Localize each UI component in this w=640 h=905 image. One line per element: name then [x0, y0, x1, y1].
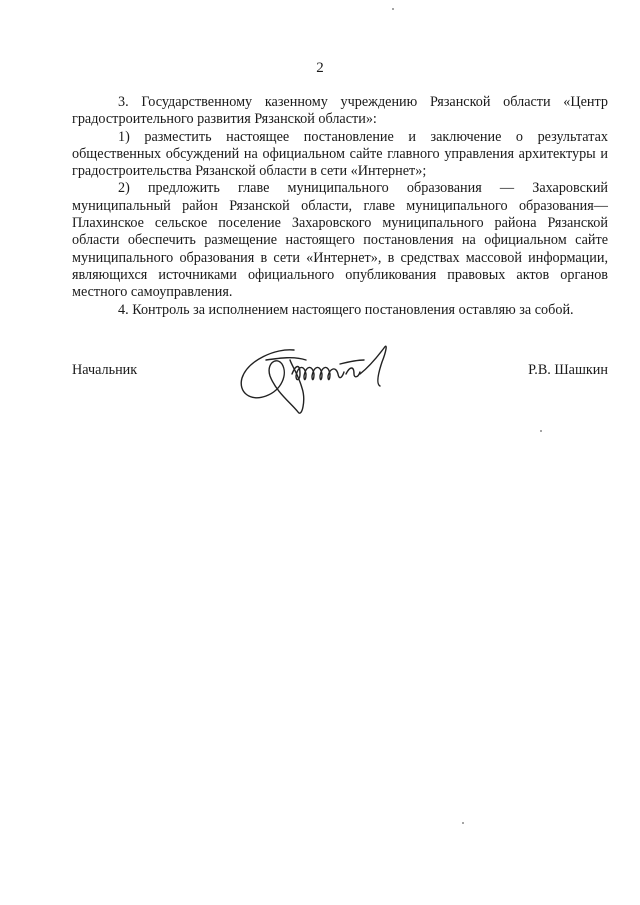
scan-speck [392, 8, 394, 10]
signatory-title: Начальник [72, 362, 138, 378]
paragraph-item-4: 4. Контроль за исполнением настоящего постановления оставляю за собой. [118, 301, 574, 318]
paragraph-subitem-2: 2) предложить главе муниципального образования — Захаровский муниципальный район Рязанской области, главе муниципального образования— Плахинское сельское поселение Захаровского муниципального района Рязанской области обеспечить размещение настоящего постановления на официальном сайте муниципального образования в сети «Интернет», в средствах массовой информации, являющихся источниками официального опубликования правовых актов органов местного самоуправления. [72, 180, 608, 301]
paragraph-item-3: 3. Государственному казенному учреждению Рязанской области «Центр градостроительного развития Рязанской области»: [72, 94, 608, 128]
scan-speck [540, 430, 542, 432]
scan-speck [462, 822, 464, 824]
page-number: 2 [316, 60, 324, 76]
handwritten-signature [236, 330, 436, 420]
signatory-name: Р.В. Шашкин [528, 362, 608, 378]
document-body [72, 94, 608, 319]
paragraph-subitem-1: 1) разместить настоящее постановление и заключение о результатах общественных обсуждений на официальном сайте главного управления архитектуры и градостроительства Рязанской области в сети «Интернет»; [72, 128, 608, 180]
